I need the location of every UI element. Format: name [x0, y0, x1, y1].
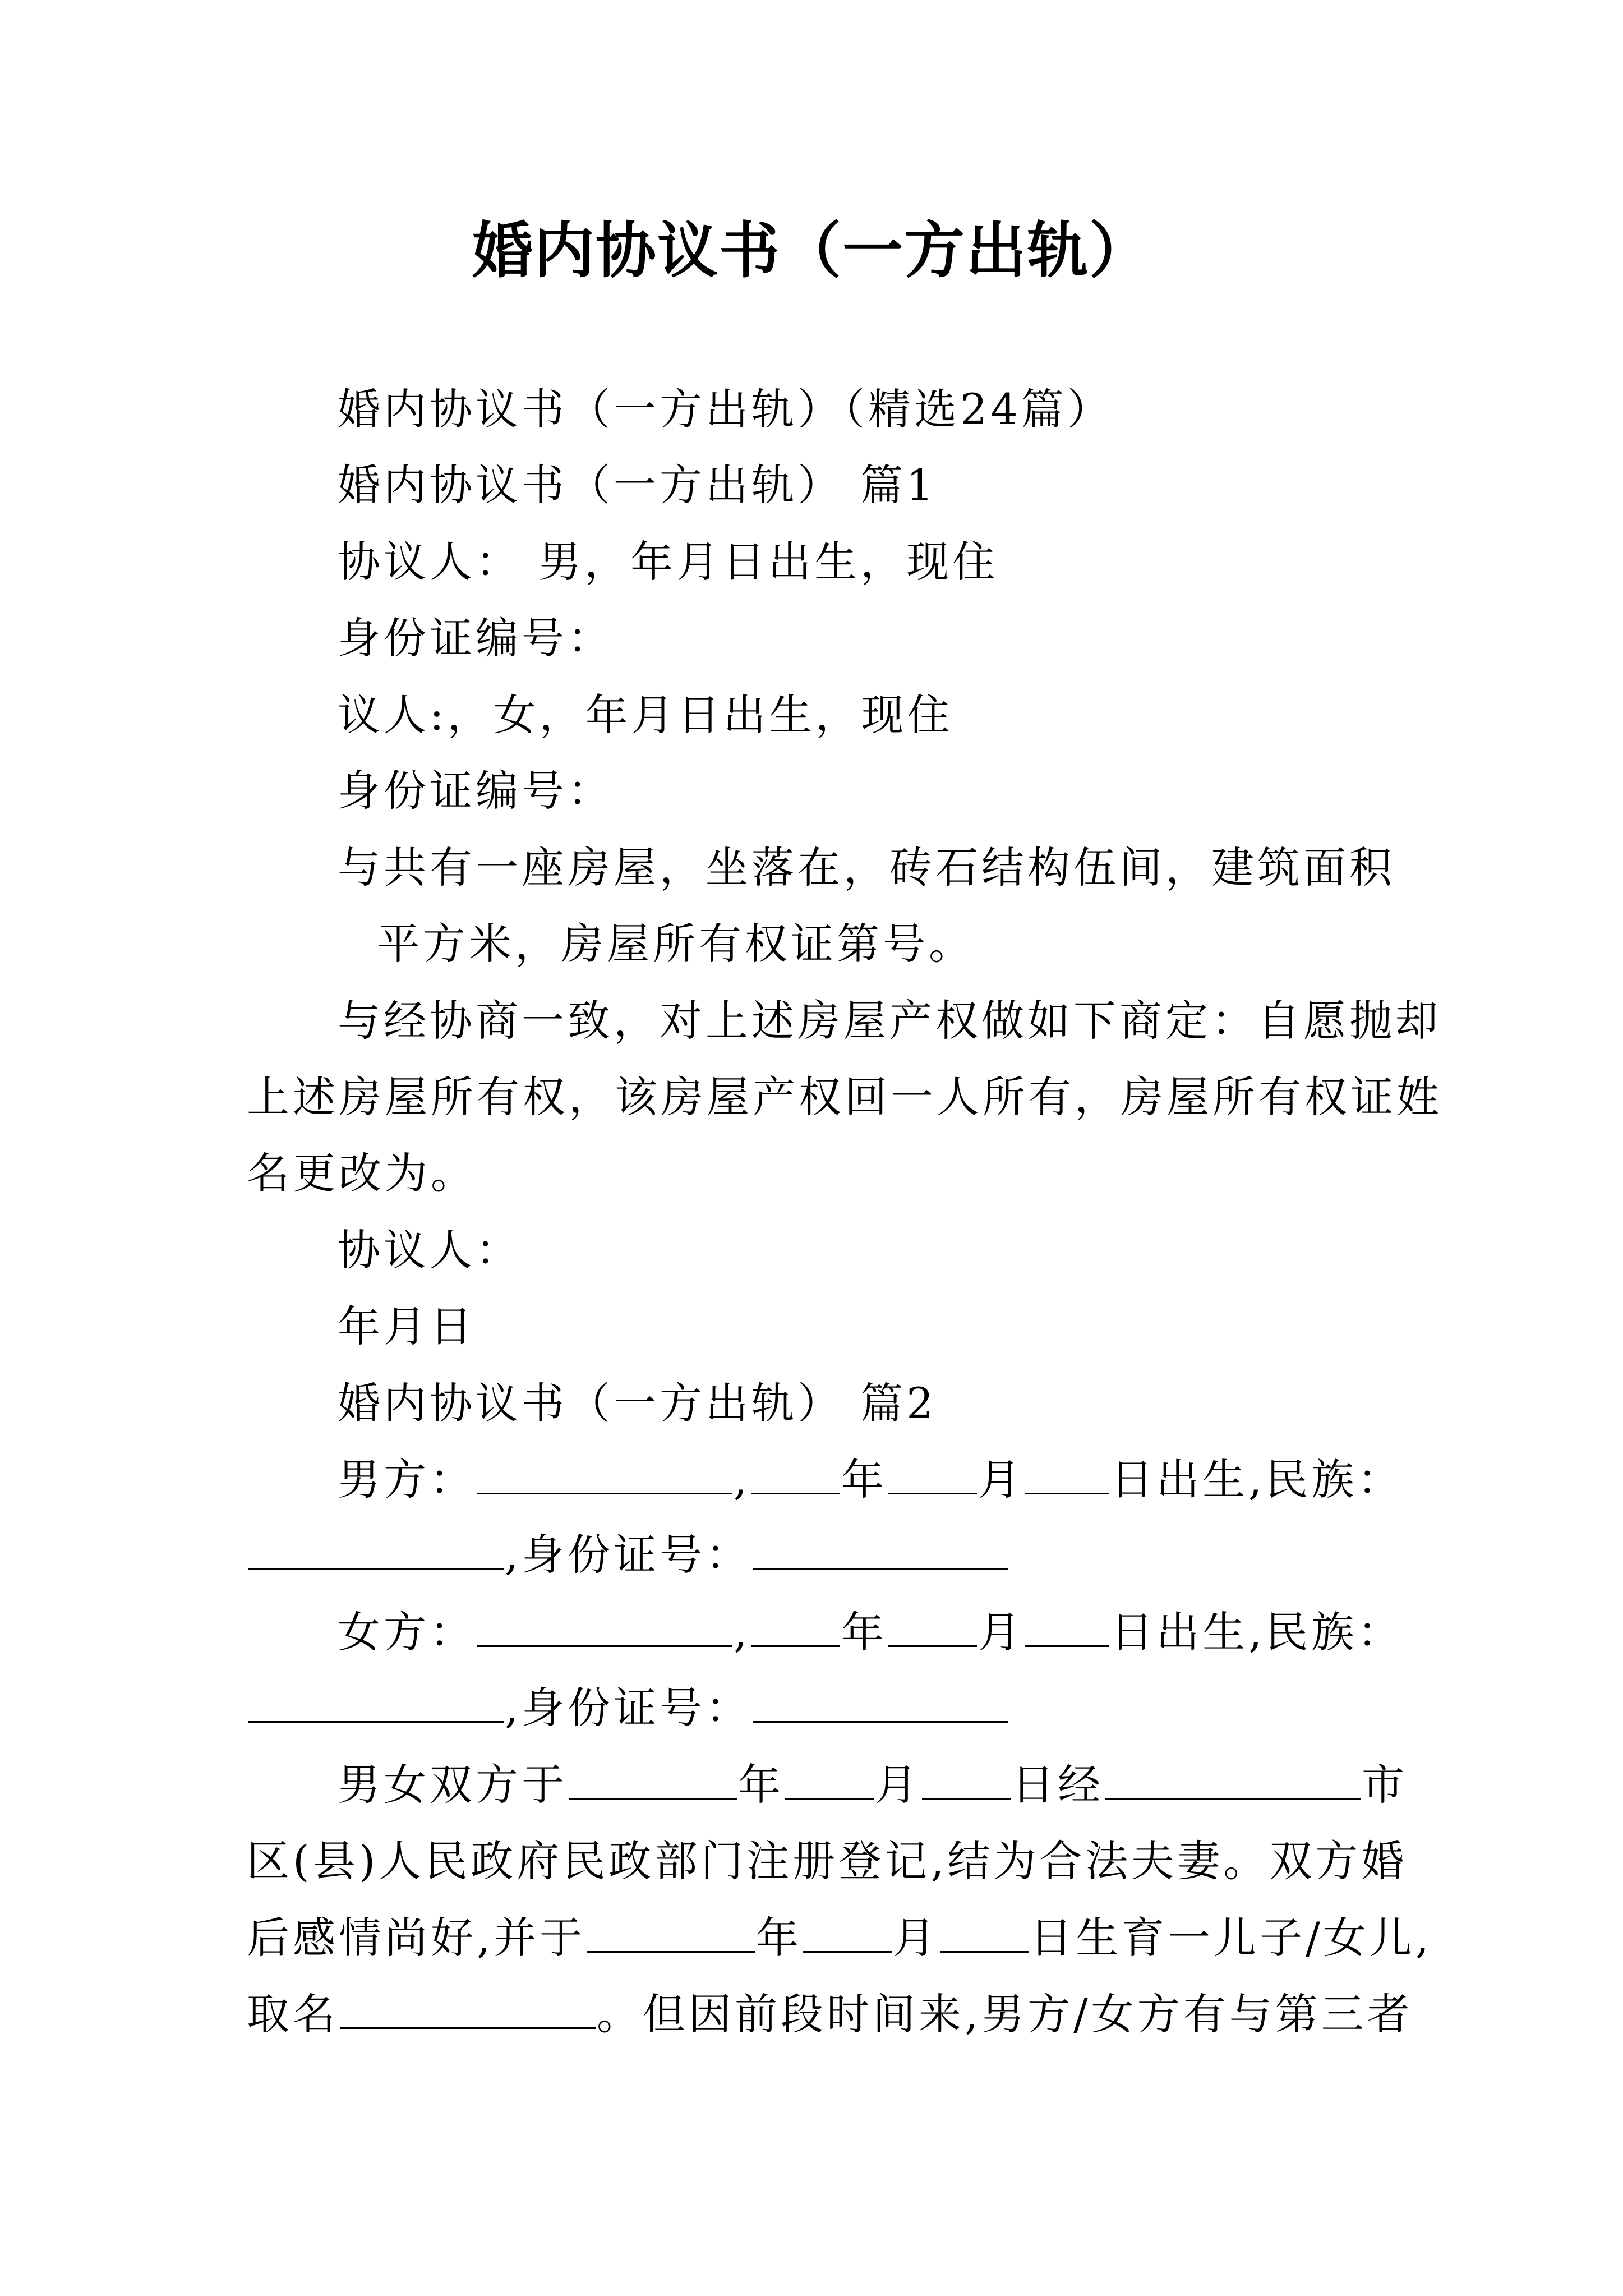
birth-day-blank: [940, 1914, 1029, 1953]
male-month-blank: [888, 1456, 977, 1494]
year-label: 年: [841, 1455, 888, 1504]
name-label: 取名: [247, 1989, 339, 2039]
marriage-day-blank: [922, 1761, 1011, 1800]
section-heading-1: 婚内协议书（一方出轨） 篇1: [338, 460, 937, 510]
document-title: 婚内协议书（一方出轨）: [472, 215, 1151, 286]
month-label: 月: [875, 1760, 921, 1810]
comma: ,: [734, 1607, 751, 1657]
comma: ,: [734, 1455, 751, 1504]
female-party-line: [338, 1604, 1403, 1660]
month-label: 月: [978, 1455, 1025, 1504]
year-label: 年: [841, 1607, 888, 1657]
signatory-line: 协议人：: [338, 1225, 522, 1275]
section-heading-2: 婚内协议书（一方出轨） 篇2: [338, 1378, 937, 1428]
marriage-text: 男女双方于: [338, 1760, 568, 1810]
city-blank: [1105, 1761, 1361, 1800]
child-text: 日生育一儿子/女儿,: [1030, 1913, 1432, 1963]
female-month-blank: [888, 1608, 977, 1647]
female-id-blank: [753, 1684, 1008, 1723]
female-ethnicity-blank: [248, 1684, 504, 1723]
female-year-blank: [751, 1608, 840, 1647]
male-name-blank: [477, 1456, 732, 1494]
subtitle-line: 婚内协议书（一方出轨）（精选24篇）: [338, 384, 1113, 434]
male-day-blank: [1025, 1456, 1109, 1494]
party-a-id-line: 身份证编号：: [338, 613, 614, 663]
male-party-line: [338, 1452, 1403, 1508]
year-label: 年: [756, 1913, 803, 1963]
date-line: 年月日: [338, 1301, 476, 1351]
property-line-2: 平方米，房屋所有权证第号。: [377, 919, 975, 969]
birth-ethnicity-label: 日出生,民族：: [1110, 1607, 1404, 1657]
marriage-text: 后感情尚好,并于: [247, 1913, 586, 1963]
id-label: ,身份证号：: [505, 1530, 752, 1580]
male-year-blank: [751, 1456, 840, 1494]
day-label: 日经: [1012, 1760, 1104, 1810]
city-label: 市: [1362, 1760, 1408, 1810]
month-label: 月: [893, 1913, 939, 1963]
month-label: 月: [978, 1607, 1025, 1657]
birth-ethnicity-label: 日出生,民族：: [1110, 1455, 1404, 1504]
marriage-line-1: [338, 1757, 1408, 1813]
agreement-line-1: 与经协商一致，对上述房屋产权做如下商定：自愿抛却: [338, 996, 1441, 1046]
agreement-line-3: 名更改为。: [247, 1148, 477, 1198]
female-label: 女方：: [338, 1607, 476, 1657]
party-a-line: 协议人： 男，年月日出生，现住: [338, 537, 999, 587]
marriage-line-2: 区(县)人民政府民政部门注册登记,结为合法夫妻。双方婚: [247, 1836, 1408, 1886]
child-name-blank: [340, 1990, 596, 2029]
male-label: 男方：: [338, 1455, 476, 1504]
marriage-line-4: [247, 1986, 1413, 2042]
female-id-line: [247, 1680, 1009, 1736]
marriage-line-3: [247, 1910, 1432, 1966]
id-label: ,身份证号：: [505, 1683, 752, 1733]
party-b-id-line: 身份证编号：: [338, 766, 614, 816]
male-ethnicity-blank: [248, 1531, 504, 1570]
marriage-text: 。但因前段时间来,男方/女方有与第三者: [597, 1989, 1413, 2039]
female-day-blank: [1025, 1608, 1109, 1647]
male-id-blank: [753, 1531, 1008, 1570]
birth-month-blank: [803, 1914, 892, 1953]
marriage-month-blank: [785, 1761, 874, 1800]
marriage-year-blank: [569, 1761, 737, 1800]
year-label: 年: [738, 1760, 784, 1810]
property-line-1: 与共有一座房屋，坐落在，砖石结构伍间，建筑面积: [338, 843, 1395, 892]
male-id-line: [247, 1527, 1009, 1583]
party-b-line: 议人:，女，年月日出生，现住: [338, 690, 953, 740]
agreement-line-2: 上述房屋所有权，该房屋产权回一人所有，房屋所有权证姓: [247, 1072, 1442, 1122]
birth-year-blank: [587, 1914, 755, 1953]
female-name-blank: [477, 1608, 732, 1647]
